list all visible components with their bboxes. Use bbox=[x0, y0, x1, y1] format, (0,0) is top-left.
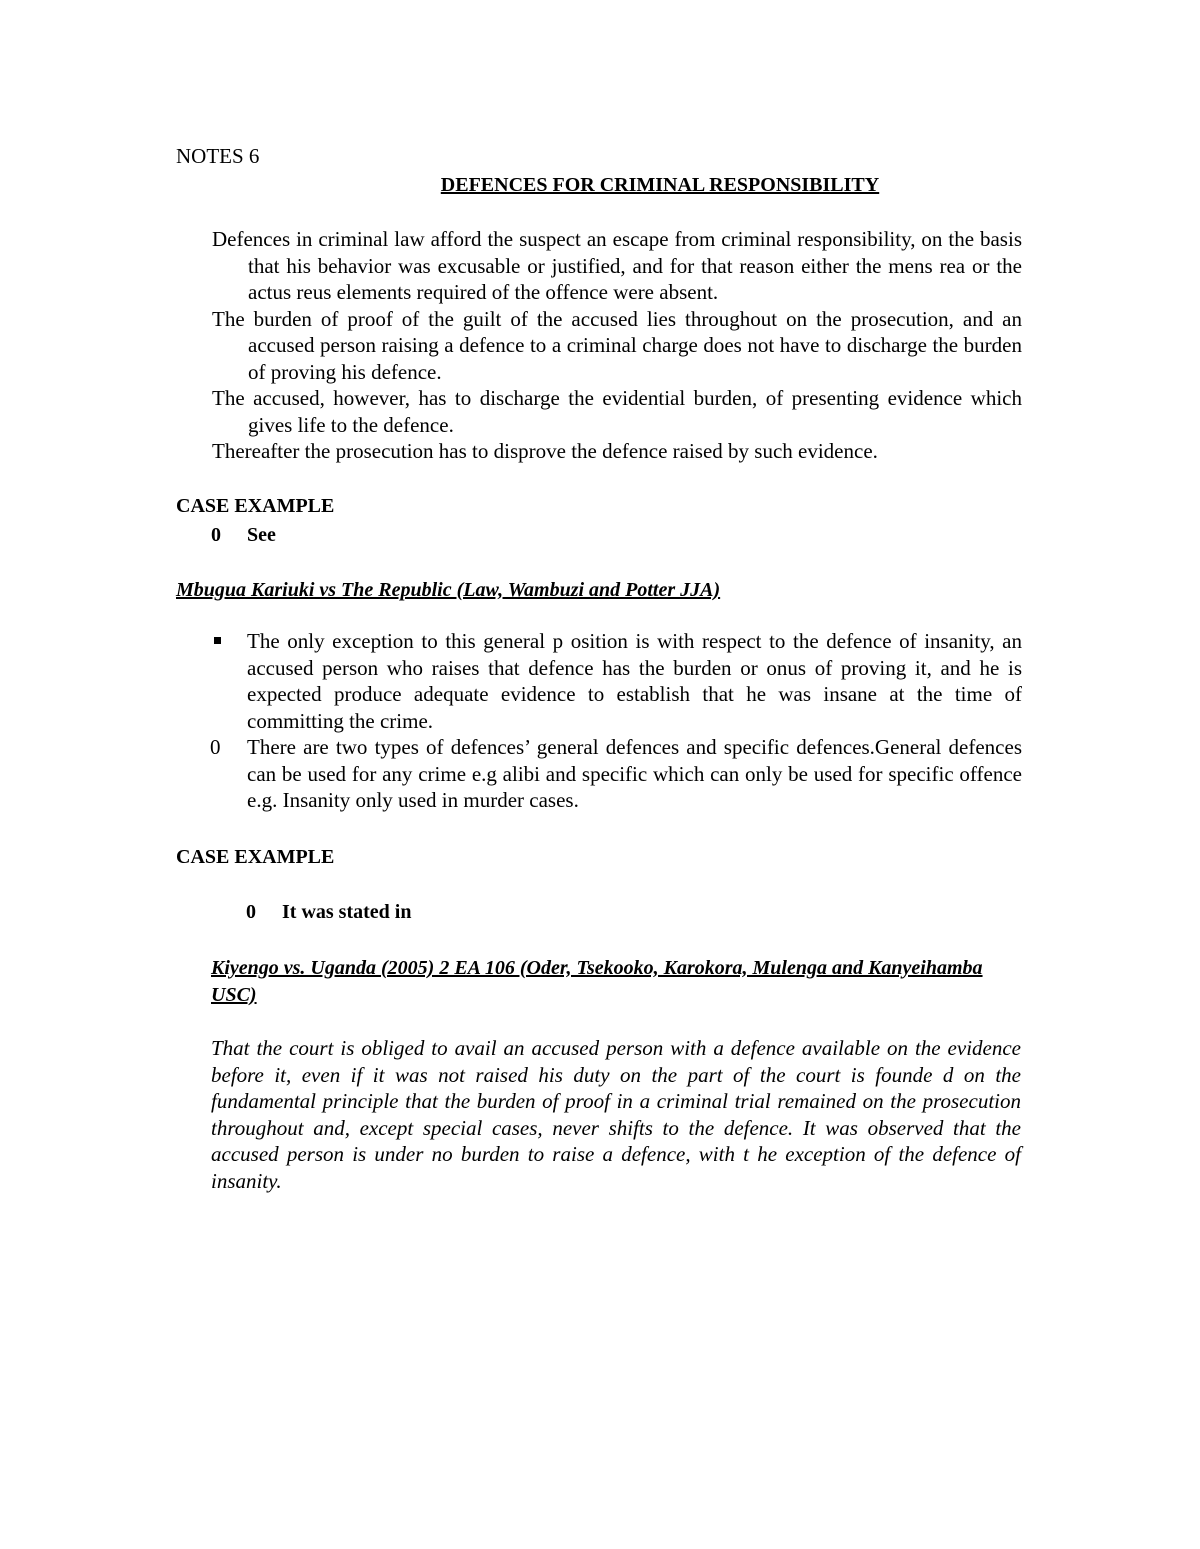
bullet-marker: 0 bbox=[210, 735, 221, 759]
notes-label: NOTES 6 bbox=[176, 144, 260, 168]
bullet-marker: 0 bbox=[246, 901, 256, 923]
list-item bbox=[210, 734, 1022, 814]
list-item-text: The only exception to this general p osition is with respect to the defence of insanity, an accused person who raises that defence has the burden or onus of proving it, and he is expected produce adequate evidence to establish that he was insane at the time of committing the crime. bbox=[247, 629, 1022, 733]
case-example-heading: CASE EXAMPLE bbox=[176, 846, 335, 868]
bullet-marker: 0 bbox=[211, 524, 221, 546]
square-bullet-icon bbox=[214, 637, 221, 644]
stated-bullet bbox=[246, 899, 411, 925]
see-bullet bbox=[211, 522, 276, 548]
points-list bbox=[210, 628, 1022, 814]
list-item bbox=[210, 628, 1022, 734]
bullet-text: It was stated in bbox=[282, 901, 412, 923]
intro-paragraph: Thereafter the prosecution has to disprove the defence raised by such evidence. bbox=[212, 439, 878, 463]
intro-section bbox=[212, 226, 1022, 465]
case-example-heading: CASE EXAMPLE bbox=[176, 495, 335, 517]
case-citation-kiyengo: Kiyengo vs. Uganda (2005) 2 EA 106 (Oder, Tsekooko, Karokora, Mulenga and Kanyeihamba USC) bbox=[211, 957, 983, 1006]
document-title: DEFENCES FOR CRIMINAL RESPONSIBILITY bbox=[440, 174, 880, 196]
intro-paragraph: Defences in criminal law afford the suspect an escape from criminal responsibility, on the basis that his behavior was excusable or justified, and for that reason either the mens rea or the actus reus elements required of the offence were absent. bbox=[212, 227, 1022, 304]
case-citation-mbugua: Mbugua Kariuki vs The Republic (Law, Wambuzi and Potter JJA) bbox=[176, 579, 721, 601]
intro-paragraph: The burden of proof of the guilt of the accused lies throughout on the prosecution, and an accused person raising a defence to a criminal charge does not have to discharge the burden of proving his defence. bbox=[212, 306, 1022, 384]
list-item-text: There are two types of defences’ general defences and specific defences.General defences can be used for any crime e.g alibi and specific which can only be used for specific offence e.g. Insanity only used in murder cases. bbox=[247, 735, 1022, 812]
case-quote: That the court is obliged to avail an accused person with a defence available on the evidence before it, even if it was not raised his duty on the part of the court is founde d on the fundamental principle that the burden of proof in a criminal trial remained on the prosecution throughout and, except special cases, never shifts to the defence. It was observed that the accused person is under no burden to raise a defence, with t he exception of the defence of insanity. bbox=[211, 1036, 1021, 1193]
intro-paragraph: The accused, however, has to discharge the evidential burden, of presenting evidence which gives life to the defence. bbox=[212, 386, 1022, 437]
bullet-text: See bbox=[247, 524, 276, 546]
